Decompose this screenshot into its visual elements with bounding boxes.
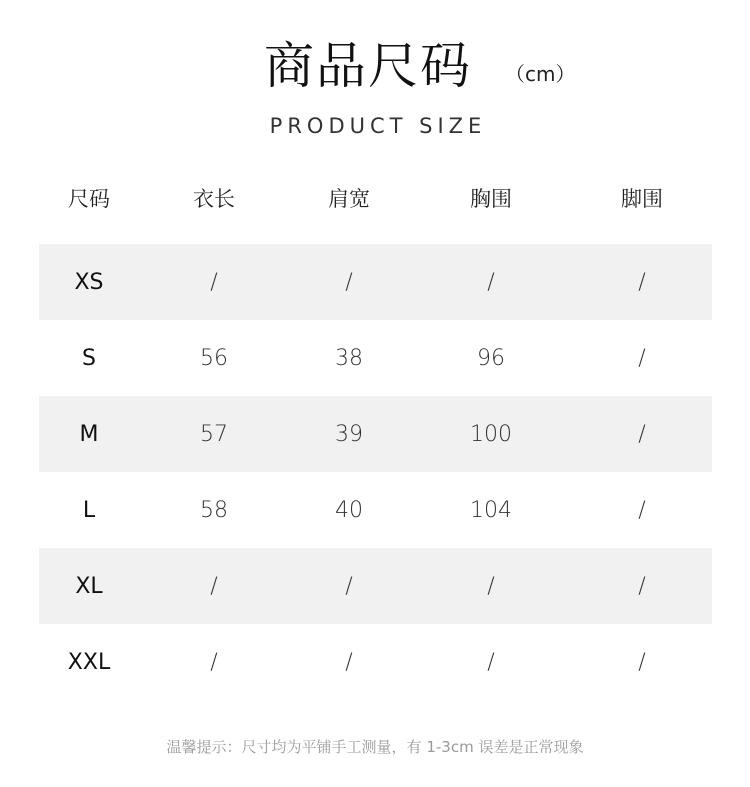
hem-cell: / <box>638 497 646 523</box>
size-cell: M <box>79 421 99 447</box>
size-table <box>39 168 712 700</box>
measurement-note: 温馨提示：尺寸均为平铺手工测量，有 1-3cm 误差是正常现象 <box>166 738 584 756</box>
size-cell: XS <box>74 269 104 295</box>
length-cell: / <box>210 573 218 599</box>
table-row <box>39 396 712 472</box>
table-row <box>39 624 712 700</box>
shoulder-cell: / <box>345 573 353 599</box>
table-row <box>39 320 712 396</box>
length-cell: 58 <box>200 497 228 523</box>
length-cell: 56 <box>200 345 228 371</box>
shoulder-cell: / <box>345 649 353 675</box>
shoulder-cell: 39 <box>335 421 363 447</box>
hem-cell: / <box>638 649 646 675</box>
header-shoulder: 肩宽 <box>328 187 370 211</box>
page-title: 商品尺码 <box>264 37 472 95</box>
header-size: 尺码 <box>68 187 110 211</box>
length-cell: / <box>210 269 218 295</box>
page-subtitle: PRODUCT SIZE <box>269 114 487 138</box>
chest-cell: / <box>487 269 495 295</box>
header-chest: 胸围 <box>470 187 512 211</box>
size-cell: L <box>82 497 96 523</box>
chest-cell: 100 <box>470 421 512 447</box>
hem-cell: / <box>638 345 646 371</box>
shoulder-cell: 38 <box>335 345 363 371</box>
header-length: 衣长 <box>193 187 235 211</box>
size-cell: XL <box>75 573 103 599</box>
chest-cell: 96 <box>477 345 505 371</box>
length-cell: 57 <box>200 421 228 447</box>
chest-cell: / <box>487 573 495 599</box>
length-cell: / <box>210 649 218 675</box>
hem-cell: / <box>638 421 646 447</box>
table-row <box>39 472 712 548</box>
chest-cell: / <box>487 649 495 675</box>
title-unit: （cm） <box>505 62 576 86</box>
chest-cell: 104 <box>470 497 512 523</box>
shoulder-cell: 40 <box>335 497 363 523</box>
shoulder-cell: / <box>345 269 353 295</box>
size-cell: S <box>82 345 96 371</box>
hem-cell: / <box>638 573 646 599</box>
table-row <box>39 244 712 320</box>
size-cell: XXL <box>67 649 111 675</box>
table-row <box>39 548 712 624</box>
header-hem: 脚围 <box>621 187 663 211</box>
hem-cell: / <box>638 269 646 295</box>
table-header-row <box>39 168 712 228</box>
title-block <box>0 30 750 100</box>
